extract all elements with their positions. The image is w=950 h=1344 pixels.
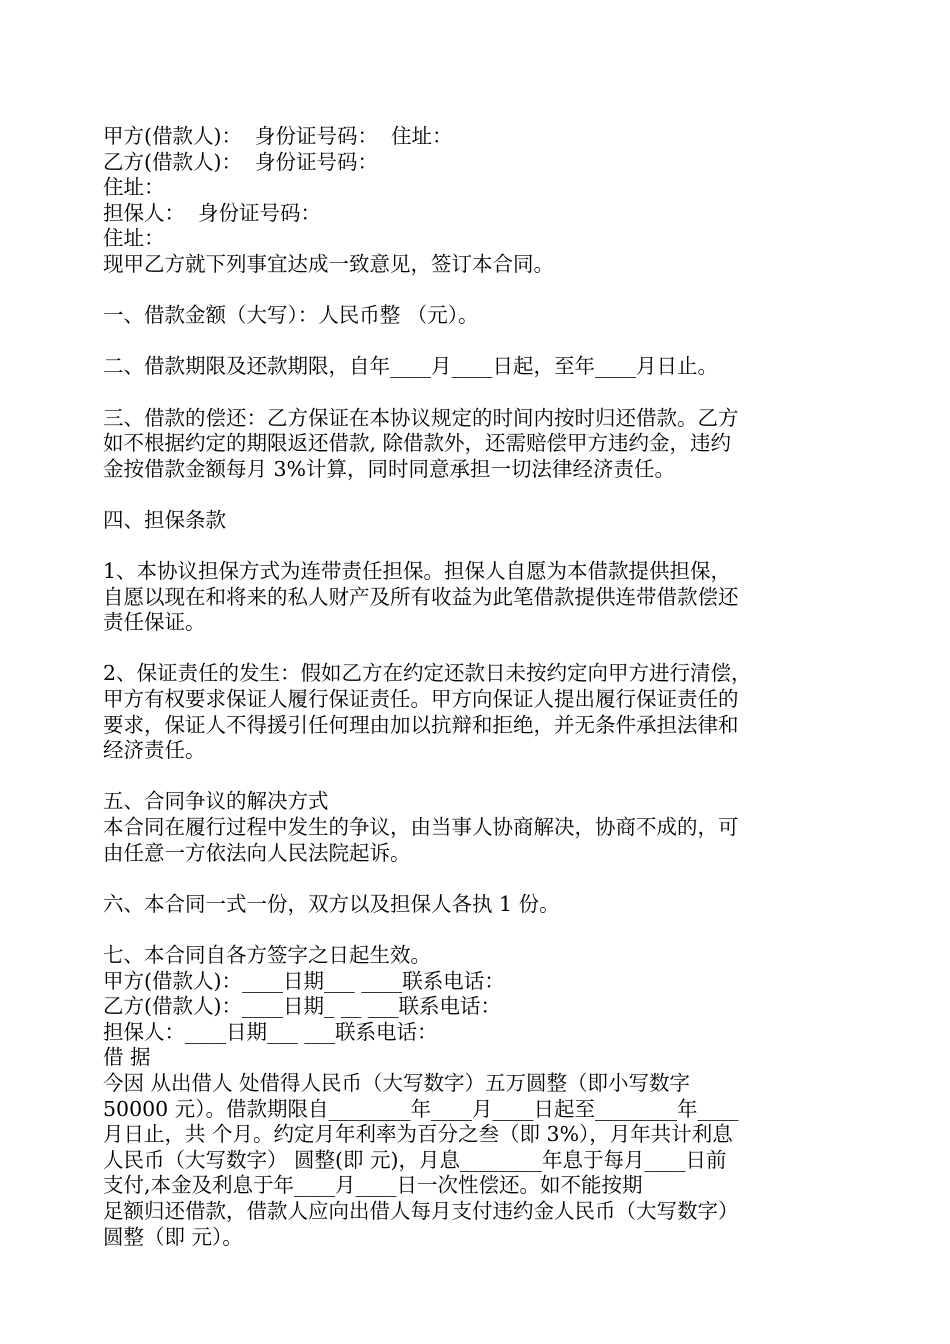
clause-4-2-line-1: 2、保证责任的发生：假如乙方在约定还款日未按约定向甲方进行清偿， (103, 661, 752, 686)
iou-line-5: 支付,本金及利息于年____月____日一次性偿还。如不能按期 (103, 1173, 643, 1198)
clause-4-2-line-4: 经济责任。 (103, 738, 206, 763)
iou-line-7: 圆整（即 元）。 (103, 1224, 243, 1249)
clause-5-heading: 五、合同争议的解决方式 (103, 789, 329, 814)
iou-line-1: 今因 从出借人 处借得人民币（大写数字）五万圆整（即小写数字 (103, 1070, 691, 1095)
iou-line-3: 月日止，共 个月。约定月年利率为百分之叁（即 3%），月年共计利息 (103, 1122, 733, 1147)
iou-title: 借 据 (103, 1045, 151, 1070)
paragraph-gap (103, 866, 863, 892)
guarantor-line: 担保人： 身份证号码： (103, 200, 322, 225)
paragraph-gap (103, 482, 863, 508)
clause-6: 六、本合同一式一份，双方以及担保人各执 1 份。 (103, 891, 560, 916)
clause-4-1-line-2: 自愿以现在和将来的私人财产及所有收益为此笔借款提供连带借款偿还 (103, 584, 739, 609)
clause-4-2-line-2: 甲方有权要求保证人履行保证责任。甲方向保证人提出履行保证责任的 (103, 687, 739, 712)
iou-line-4: 人民币（大写数字） 圆整(即 元)，月息________年息于每月____日前 (103, 1147, 727, 1172)
party-a-line: 甲方(借款人)： 身份证号码： 住址： (103, 124, 453, 148)
paragraph-gap (103, 278, 863, 304)
clause-4-1-line-3: 责任保证。 (103, 610, 206, 635)
clause-2-term: 二、借款期限及还款期限，自年____月____日起，至年____月日止。 (103, 354, 718, 379)
paragraph-gap (103, 764, 863, 790)
clause-3-repayment-line-2: 如不根据约定的期限返还借款, 除借款外，还需赔偿甲方违约金，违约 (103, 431, 732, 456)
paragraph-gap (103, 534, 863, 560)
paragraph-gap (103, 636, 863, 662)
clause-4-2-line-3: 要求，保证人不得援引任何理由加以抗辩和拒绝，并无条件承担法律和 (103, 712, 739, 737)
contract-document (103, 124, 863, 1250)
signature-party-b: 乙方(借款人)：____日期_ __ ___联系电话： (103, 994, 502, 1019)
intro-line: 现甲乙方就下列事宜达成一致意见，签订本合同。 (103, 251, 554, 276)
paragraph-gap (103, 329, 863, 355)
signature-guarantor: 担保人：____日期___ ___联系电话： (103, 1019, 438, 1044)
clause-1-amount: 一、借款金额（大写）：人民币整 （元）。 (103, 303, 479, 328)
clause-3-repayment-line-1: 三、借款的偿还：乙方保证在本协议规定的时间内按时归还借款。乙方 (103, 405, 739, 430)
party-b-line: 乙方(借款人)： 身份证号码： (103, 149, 379, 174)
clause-4-1-line-1: 1、本协议担保方式为连带责任担保。担保人自愿为本借款提供担保， (103, 559, 732, 584)
clause-4-heading: 四、担保条款 (103, 507, 226, 532)
guarantor-address-line: 住址： (103, 226, 165, 251)
iou-line-2: 50000 元）。借款期限自________年____月____日起至________年____ (103, 1096, 739, 1121)
clause-3-repayment-line-3: 金按借款金额每月 3%计算，同时同意承担一切法律经济责任。 (103, 456, 676, 481)
clause-5-line-1: 本合同在履行过程中发生的争议，由当事人协商解决，协商不成的，可 (103, 815, 739, 840)
clause-7: 七、本合同自各方签字之日起生效。 (103, 943, 431, 967)
paragraph-gap (103, 380, 863, 406)
clause-5-line-2: 由任意一方依法向人民法院起诉。 (103, 840, 411, 865)
signature-party-a: 甲方(借款人)：____日期___ ____联系电话： (103, 968, 505, 993)
paragraph-gap (103, 917, 863, 943)
iou-line-6: 足额归还借款，借款人应向出借人每月支付违约金人民币（大写数字） (103, 1198, 739, 1223)
party-b-address-line: 住址： (103, 175, 165, 200)
